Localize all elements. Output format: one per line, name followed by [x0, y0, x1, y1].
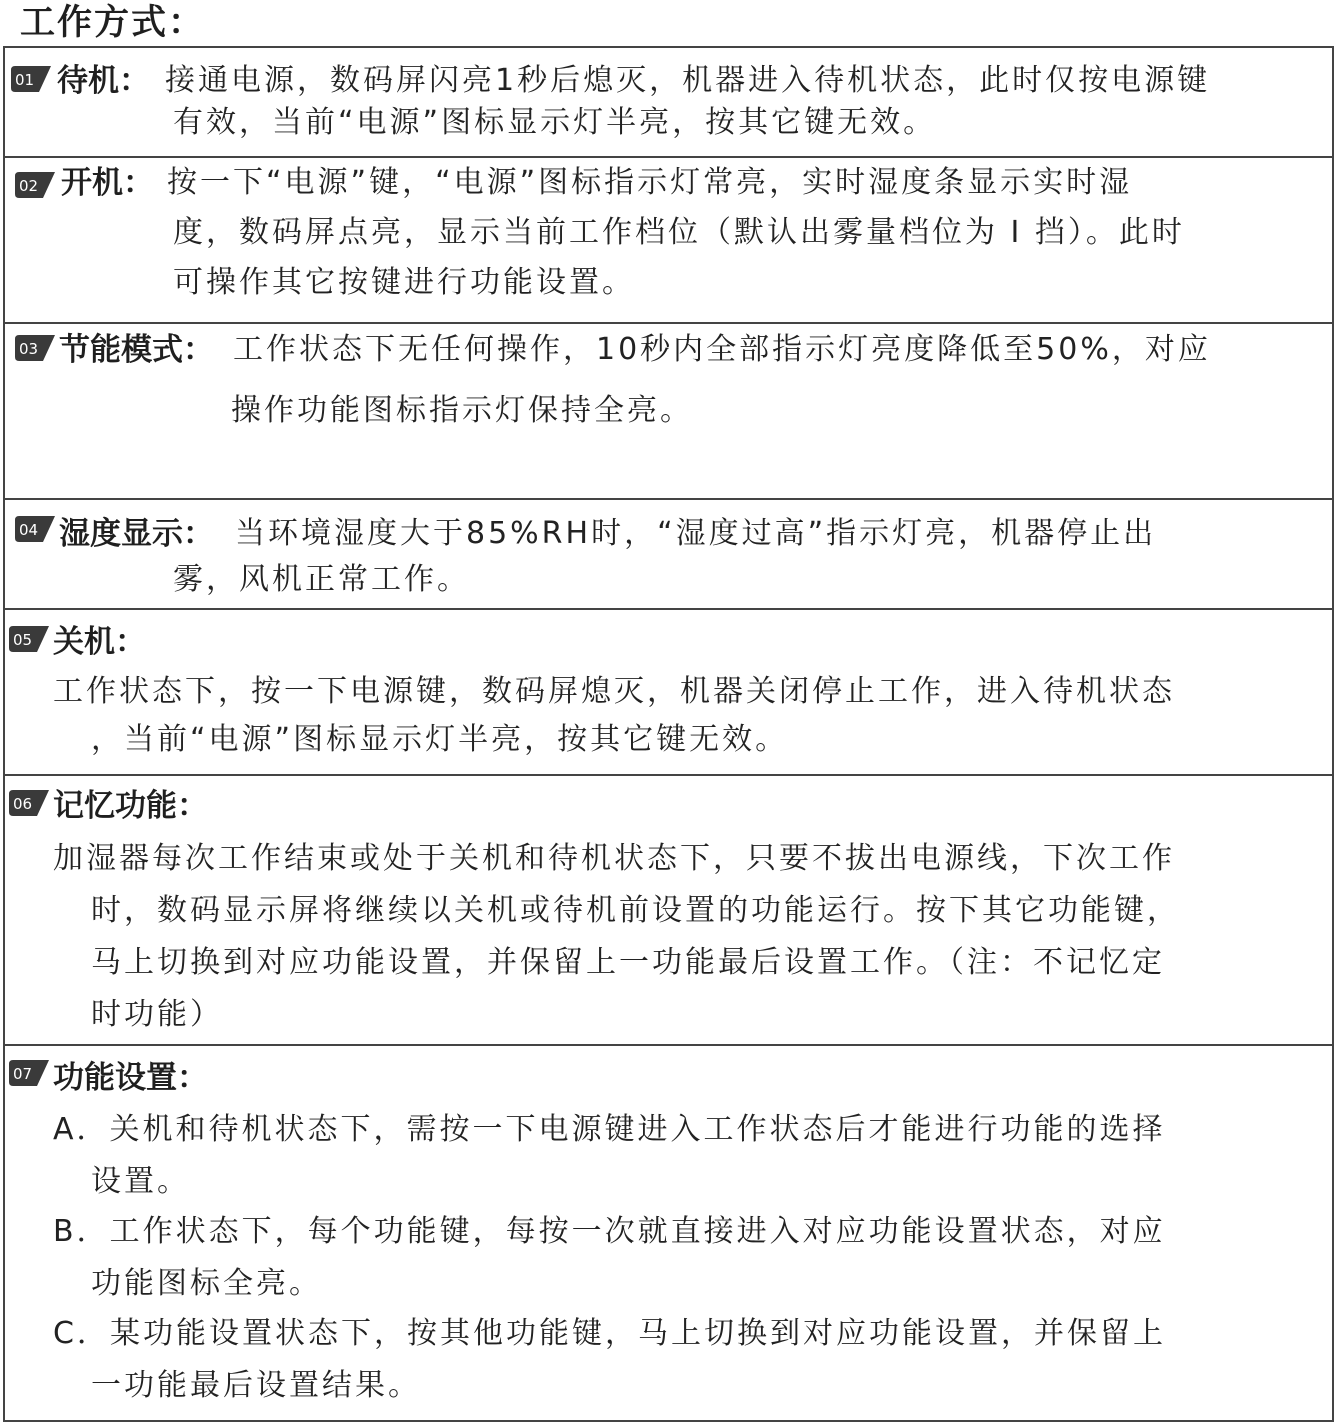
section-number-badge-icon	[9, 626, 49, 654]
section-text-line: 当环境湿度大于85%RH时，“湿度过高”指示灯亮，机器停止出	[235, 516, 1157, 551]
section-number-badge-icon	[15, 172, 55, 200]
section-number-badge-icon	[15, 516, 55, 544]
section-text-line: 马上切换到对应功能设置，并保留上一功能最后设置工作。（注：不记忆定	[91, 945, 1165, 980]
section-number-badge-icon	[15, 335, 55, 363]
section-number: 02	[19, 177, 39, 195]
section-text-line: 加湿器每次工作结束或处于关机和待机状态下，只要不拔出电源线，下次工作	[53, 841, 1175, 876]
section-heading: 待机：	[57, 63, 150, 99]
section-heading: 关机：	[53, 624, 146, 660]
section-number: 06	[13, 795, 33, 813]
section-number: 04	[19, 521, 39, 539]
section-text-line: 工作状态下无任何操作，10秒内全部指示灯亮度降低至50%，对应	[233, 332, 1211, 367]
section-text-line: 时，数码显示屏将继续以关机或待机前设置的功能运行。按下其它功能键，	[91, 893, 1180, 928]
section-energy-saving	[5, 324, 1332, 500]
section-function-settings	[5, 1046, 1332, 1420]
section-text-line: B．工作状态下，每个功能键，每按一次就直接进入对应功能设置状态，对应	[53, 1214, 1166, 1249]
section-standby	[5, 48, 1332, 158]
section-number-badge-icon	[9, 790, 49, 818]
section-power-off	[5, 610, 1332, 776]
section-text-line: 设置。	[91, 1164, 190, 1199]
section-text-line: 有效，当前“电源”图标显示灯半亮，按其它键无效。	[173, 105, 937, 140]
section-text-line: 可操作其它按键进行功能设置。	[173, 265, 635, 300]
section-number-badge-icon	[9, 1060, 49, 1088]
section-memory	[5, 776, 1332, 1046]
section-text-line: C．某功能设置状态下，按其他功能键，马上切换到对应功能设置，并保留上	[53, 1316, 1166, 1351]
section-text-line: 接通电源，数码屏闪亮1秒后熄灭，机器进入待机状态，此时仅按电源键	[165, 63, 1211, 98]
section-heading: 节能模式：	[59, 332, 214, 368]
section-text-line: 操作功能图标指示灯保持全亮。	[231, 393, 693, 428]
section-heading: 记忆功能：	[53, 788, 208, 824]
section-text-line: 雾，风机正常工作。	[173, 562, 470, 597]
section-text-line: A．关机和待机状态下，需按一下电源键进入工作状态后才能进行功能的选择	[53, 1112, 1166, 1147]
section-number-badge-icon	[11, 66, 51, 94]
section-text-line: 时功能）	[91, 997, 223, 1032]
section-text-line: 度，数码屏点亮，显示当前工作档位（默认出雾量档位为 Ⅰ 挡）。此时	[173, 215, 1185, 250]
section-heading: 开机：	[61, 165, 154, 201]
section-heading: 湿度显示：	[59, 516, 214, 552]
section-text-line: 功能图标全亮。	[91, 1266, 322, 1301]
section-heading: 功能设置：	[53, 1060, 208, 1096]
section-number: 07	[13, 1065, 33, 1083]
section-text-line: 工作状态下，按一下电源键，数码屏熄灭，机器关闭停止工作，进入待机状态	[53, 674, 1175, 709]
section-number: 01	[15, 71, 35, 89]
page-title: 工作方式：	[20, 3, 206, 43]
section-text-line: ，当前“电源”图标显示灯半亮，按其它键无效。	[91, 722, 789, 757]
section-number: 05	[13, 631, 33, 649]
instruction-table	[3, 46, 1334, 1422]
section-number: 03	[19, 340, 39, 358]
section-humidity-display	[5, 500, 1332, 610]
section-power-on	[5, 158, 1332, 324]
section-text-line: 一功能最后设置结果。	[91, 1368, 421, 1403]
section-text-line: 按一下“电源”键，“电源”图标指示灯常亮，实时湿度条显示实时湿	[167, 165, 1133, 200]
